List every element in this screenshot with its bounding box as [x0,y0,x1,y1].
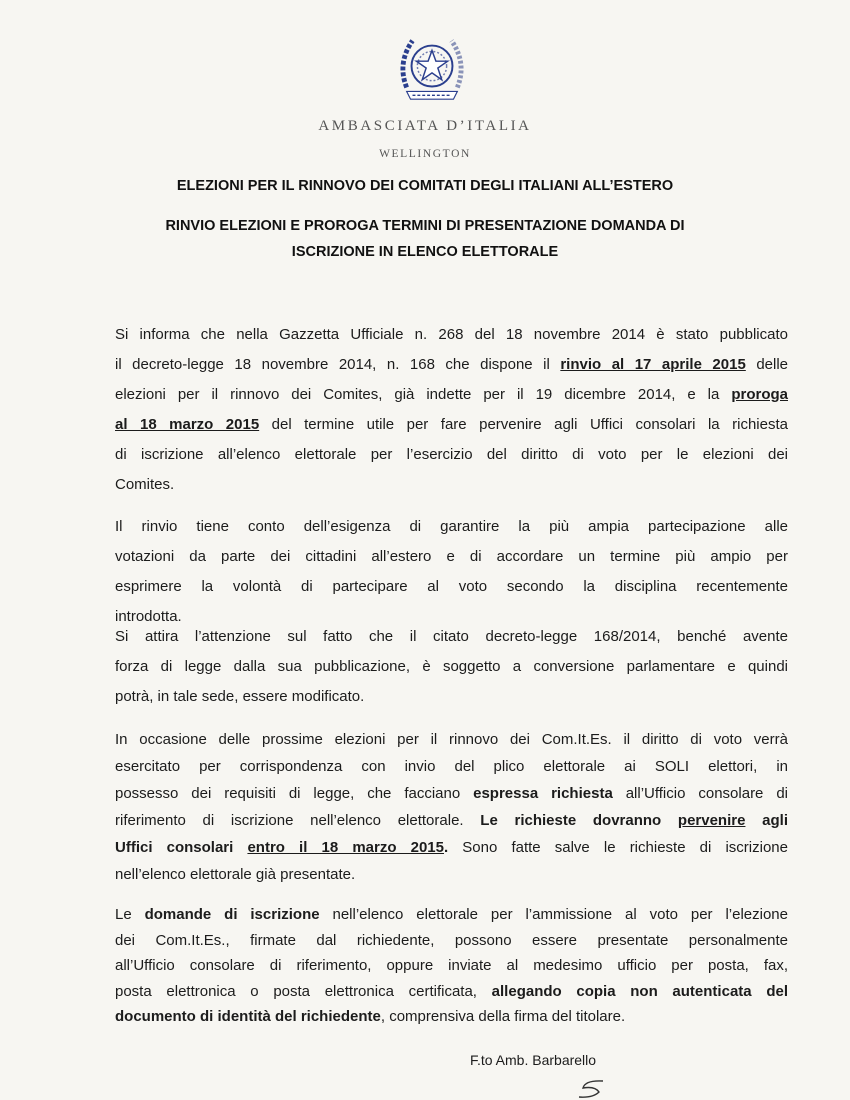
text-segment: all’Ufficio consolare di [612,785,788,802]
signature-text: F.to Amb. Barbarello [470,1052,597,1068]
text-segment: il decreto-legge 18 novembre 2014, n. 168 che dispone il [115,356,561,373]
text-segment: votazioni da parte dei cittadini all’estero e di accordare un termine più ampio per [115,548,788,565]
text-segment: Le [115,906,145,923]
text-line [115,652,788,682]
emphasized-text: pervenire [677,812,746,829]
text-line [115,753,788,780]
emphasized-text: Uffici consolari [115,839,248,856]
emphasized-text: rinvio al 17 aprile 2015 [560,356,746,373]
text-segment: Comites. [115,476,175,493]
emphasized-text: proroga [731,386,788,403]
emphasized-text: Le richieste dovranno [480,812,678,829]
document-title: ELEZIONI PER IL RINNOVO DEI COMITATI DEGLI ITALIANI ALL’ESTERO [176,178,674,194]
text-segment: esprimere la volontà di partecipare al voto secondo la disciplina recentemente [115,578,788,595]
text-line [115,410,788,440]
text-line [115,512,788,542]
text-segment: In occasione delle prossime elezioni per il rinnovo dei Com.It.Es. il diritto di voto verrà [115,731,788,748]
emphasized-text: documento di identità del richiedente [115,1008,381,1025]
text-segment: posta elettronica o posta elettronica certificata, [115,982,492,1000]
text-line [115,807,788,834]
text-segment: nell’elenco elettorale già presentate. [115,866,356,883]
text-line [115,542,788,572]
text-line [115,440,788,470]
text-segment: riferimento di iscrizione nell’elenco elettorale. [115,812,481,829]
embassy-city: WELLINGTON [379,148,471,160]
text-segment: di iscrizione all’elenco elettorale per l’esercizio del diritto di voto per le elezioni dei [115,446,788,463]
text-line [115,622,788,652]
text-segment: possesso dei requisiti di legge, che facciano [115,785,474,802]
text-segment: all’Ufficio consolare di riferimento, oppure inviate al medesimo ufficio per posta, fax, [115,957,788,974]
text-segment: potrà, in tale sede, essere modificato. [115,688,365,705]
emphasized-text: agli [745,812,788,829]
text-segment: nell’elenco elettorale per l’ammissione al voto per l’elezione [319,906,788,923]
paragraph-applications [115,902,788,1030]
handwritten-signature [575,1078,615,1100]
text-segment: esercitato per corrispondenza con invio del plico elettorale ai SOLI elettori, in [115,758,788,775]
text-line [115,682,788,712]
text-line [115,928,788,954]
text-line [115,979,788,1005]
emphasized-text: . [444,839,449,856]
italian-emblem-logo [393,28,471,108]
text-line [115,780,788,807]
text-segment: Il rinvio tiene conto dell’esigenza di garantire la più ampia partecipazione alle [115,518,788,535]
text-segment: introdotta. [115,608,182,625]
embassy-name: AMBASCIATA D’ITALIA [318,118,532,134]
paragraph-postponement [115,320,788,500]
text-segment: elezioni per il rinnovo dei Comites, già indette per il 19 dicembre 2014, e la [115,386,732,403]
text-line [115,572,788,602]
text-segment: forza di legge dalla sua pubblicazione, è soggetto a conversione parlamentare e quindi [115,658,788,675]
document-subtitle-line2: ISCRIZIONE IN ELENCO ELETTORALE [291,244,559,260]
text-line [115,380,788,410]
text-line [115,861,788,888]
text-line [115,470,788,500]
emphasized-text: allegando copia non autenticata del [491,982,788,1000]
emphasized-text: domande di iscrizione [144,906,320,923]
text-segment: delle [745,356,789,373]
document-subtitle-line1: RINVIO ELEZIONI E PROROGA TERMINI DI PRESENTAZIONE DOMANDA DI [165,218,685,234]
text-line [115,902,788,928]
text-segment: dei Com.It.Es., firmate dal richiedente, possono essere presentate personalmente [115,931,788,949]
paragraph-voting [115,726,788,888]
text-line [115,953,788,979]
paragraph-reason [115,512,788,632]
text-segment: , comprensiva della firma del titolare. [380,1008,626,1025]
text-line [115,320,788,350]
text-line [115,350,788,380]
text-segment: Sono fatte salve le richieste di iscrizione [448,839,788,856]
text-segment: Si informa che nella Gazzetta Ufficiale n. 268 del 18 novembre 2014 è stato pubblicato [115,326,788,343]
text-line [115,726,788,753]
text-line [115,1004,788,1030]
emphasized-text: espressa richiesta [473,785,613,802]
emphasized-text: al 18 marzo 2015 [115,416,260,433]
text-segment: Si attira l’attenzione sul fatto che il citato decreto-legge 168/2014, benché avente [115,628,788,645]
text-line [115,834,788,861]
paragraph-conversion [115,622,788,712]
text-segment: del termine utile per fare pervenire agli Uffici consolari la richiesta [259,416,788,433]
emphasized-text: entro il 18 marzo 2015 [247,839,444,856]
